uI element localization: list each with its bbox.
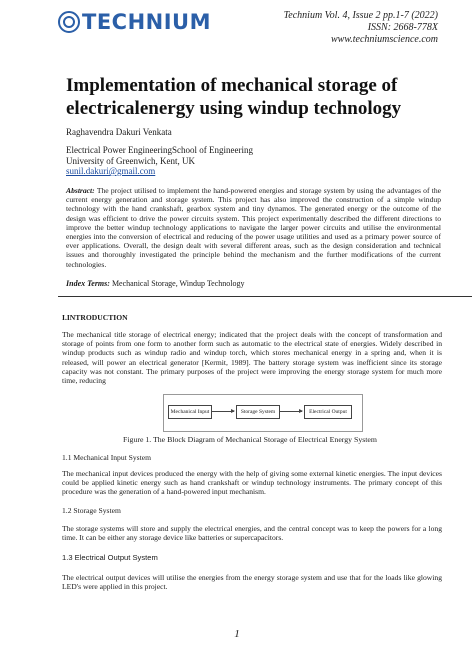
index-terms-label: Index Terms: <box>66 279 110 288</box>
arrow-icon <box>212 411 234 412</box>
block-diagram <box>163 394 363 432</box>
section-text-mechanical-input: The mechanical input devices produced the energy with the help of giving some external kinetic energies. The input devices could be applied kinetic energy such as hand crankshaft or windup technology instruments. The primary concept of this procedure was the generation of a hand-powered input mechanism. <box>62 469 442 497</box>
author-name: Raghavendra Dakuri Venkata <box>66 127 172 137</box>
index-terms <box>66 279 245 288</box>
affiliation-school: Electrical Power EngineeringSchool of Engineering <box>66 145 253 155</box>
index-terms-text: Mechanical Storage, Windup Technology <box>111 279 245 288</box>
logo-emblem-icon <box>58 11 80 33</box>
journal-issn: ISSN: 2668-778X <box>367 22 438 33</box>
intro-paragraph: The mechanical title storage of electrical energy; indicated that the project deals with the concept of transformation and storage of points from one form to another form such as automatic to the electrical state of energies. Widely described in windup products such as windup radio and windup torch, which stores mechanical energy in a spring and, when it is released, will power an electrical generator [Kermit, 1989]. The battery storage system was inefficient since its storage capacity was not constant. The primary purposes of the project were improving the energy storage system for much more time, reducing <box>62 330 442 386</box>
block-electrical-output: Electrical Output <box>304 405 352 419</box>
section-text-electrical-output: The electrical output devices will utilise the energies from the energy storage system and use that for the loads like glowing LED's were applied in this project. <box>62 573 442 592</box>
journal-issue: Technium Vol. 4, Issue 2 pp.1-7 (2022) <box>283 10 438 21</box>
logo-text: TECHNIUM <box>82 10 211 34</box>
section-heading-storage: 1.2 Storage System <box>62 506 121 515</box>
paper-title: Implementation of mechanical storage of electricalenergy using windup technology <box>66 75 402 119</box>
abstract-label: Abstract: <box>66 186 95 195</box>
arrow-icon <box>280 411 302 412</box>
affiliation <box>66 145 253 177</box>
block-mechanical-input: Mechanical Input <box>168 405 212 419</box>
page-number: 1 <box>234 628 240 640</box>
affiliation-university: University of Greenwich, Kent, UK <box>66 155 195 166</box>
journal-url[interactable]: www.techniumscience.com <box>330 34 438 45</box>
section-heading-mechanical-input: 1.1 Mechanical Input System <box>62 453 151 462</box>
abstract <box>66 186 441 269</box>
block-storage-system: Storage System <box>236 405 280 419</box>
divider <box>58 296 472 297</box>
intro-heading: I.INTRODUCTION <box>62 313 128 322</box>
figure-caption: Figure 1. The Block Diagram of Mechanical Storage of Electrical Energy System <box>123 435 377 444</box>
journal-logo <box>58 10 211 34</box>
journal-info <box>284 10 438 46</box>
section-heading-electrical-output: 1.3 Electrical Output System <box>62 553 158 562</box>
abstract-text: The project utilised to implement the hand-powered energies and storage system by using the advantages of the current energy generation and storage system. This project has also improved the construction of a simple windup technology with the hand crankshaft, gearbox system and tiny dynamos. The generated energy or the outcome of the design was efficient to drive the power circuits system. This project experimentally described the different directions to improve the better windup technology applications to navigate the larger power circuits and utilise the environmental energies into the conversion of electrical and reducing of the power usage utilities and used as a primary power source of ever applications. Overall, the design dealt with several different areas, such as the design consideration and technical issues and thoroughly investigated the principle behind the mechanism and the further modifications of the current technologies. <box>66 186 442 269</box>
section-text-storage: The storage systems will store and supply the electrical energies, and the central concept was to keep the powers for a long time. It can be either any storage device like batteries or supercapacitors. <box>62 524 442 543</box>
author-email-link[interactable]: sunil.dakuri@gmail.com <box>66 166 156 176</box>
